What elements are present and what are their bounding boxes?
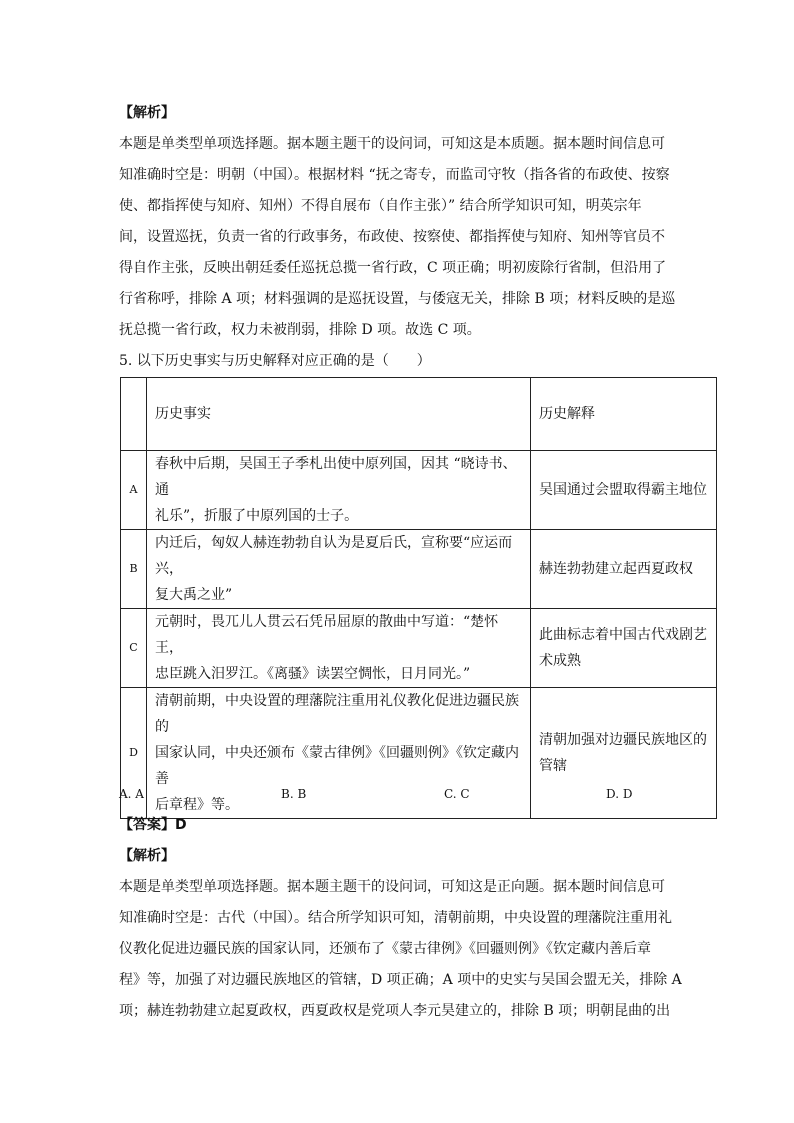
row-key: C [121, 609, 147, 688]
row-fact-line: 春秋中后期，吴国王子季札出使中原列国，因其 “晓诗书、通 [155, 456, 517, 498]
row-explain-line: 术成熟 [539, 653, 581, 669]
header-key-cell [121, 378, 147, 451]
row-fact-line: 元朝时，畏兀儿人贯云石凭吊屈原的散曲中写道：“楚怀王， [155, 614, 499, 656]
row-fact-line: 内迁后，匈奴人赫连勃勃自认为是夏后氏，宣称要“应运而兴， [155, 535, 513, 577]
table-header-row [121, 378, 717, 451]
row-fact-line: 国家认同，中央还颁布《蒙古律例》《回疆则例》《钦定藏内善 [155, 745, 519, 787]
analysis-2-line-2: 知准确时空是：古代（中国）。结合所学知识可知，清朝前期，中央设置的理藩院注重用礼 [119, 910, 672, 926]
option-a: A. A [119, 787, 144, 801]
analysis-1-line-5: 得自作主张，反映出朝廷委任巡抚总揽一省行政，C 项正确；明初废除行省制，但沿用了 [119, 260, 667, 276]
table-row [121, 609, 717, 688]
option-d: D. D [606, 787, 633, 801]
question-stem: 5. 以下历史事实与历史解释对应正确的是（ ） [119, 353, 431, 369]
row-fact-line: 清朝前期，中央设置的理藩院注重用礼仪教化促进边疆民族的 [155, 693, 519, 735]
answer-options [119, 785, 719, 803]
row-fact [147, 530, 531, 609]
row-explain-line: 清朝加强对边疆民族地区的 [539, 732, 707, 748]
option-c: C. C [444, 787, 470, 801]
table-row [121, 530, 717, 609]
row-explain-line: 吴国通过会盟取得霸主地位 [539, 482, 707, 498]
row-explain [531, 530, 717, 609]
analysis-heading-2: 【解析】 [119, 848, 175, 864]
analysis-2-line-4: 程》等，加强了对边疆民族地区的管辖，D 项正确；A 项中的史实与吴国会盟无关，排除 A [119, 972, 682, 988]
row-fact [147, 609, 531, 688]
analysis-1-line-3: 使、都指挥使与知府、知州）不得自展布（自作主张）” 结合所学知识可知，明英宗年 [119, 198, 642, 214]
analysis-2-line-3: 仪教化促进边疆民族的国家认同，还颁布了《蒙古律例》《回疆则例》《钦定藏内善后章 [119, 941, 651, 957]
analysis-2-line-1: 本题是单类型单项选择题。据本题主题干的设问词，可知这是正向题。据本题时间信息可 [119, 879, 665, 895]
row-fact-line: 复大禹之业” [155, 587, 233, 603]
row-fact-line: 后章程》等。 [155, 797, 239, 813]
analysis-2-line-5: 项；赫连勃勃建立起夏政权，西夏政权是党项人李元昊建立的，排除 B 项；明朝昆曲的出 [119, 1003, 671, 1019]
row-key: B [121, 530, 147, 609]
row-explain [531, 609, 717, 688]
row-explain-line: 管辖 [539, 758, 567, 774]
row-explain-line: 此曲标志着中国古代戏剧艺 [539, 627, 707, 643]
analysis-heading-1: 【解析】 [119, 105, 175, 121]
row-explain [531, 451, 717, 530]
analysis-1-line-6: 行省称呼，排除 A 项；材料强调的是巡抚设置，与倭寇无关，排除 B 项；材料反映的是巡 [119, 291, 676, 307]
row-fact-line: 忠臣跳入汨罗江。《离骚》读罢空惆怅，日月同光。” [155, 666, 471, 682]
row-explain-line: 赫连勃勃建立起西夏政权 [539, 561, 693, 577]
question-table [120, 377, 717, 819]
analysis-1-line-7: 抚总揽一省行政，权力未被削弱，排除 D 项。故选 C 项。 [119, 322, 481, 338]
answer-label: 【答案】D [119, 817, 187, 833]
header-fact-cell: 历史事实 [147, 378, 531, 451]
table-row [121, 451, 717, 530]
header-explain-cell: 历史解释 [531, 378, 717, 451]
analysis-1-line-2: 知准确时空是：明朝（中国）。根据材料 “抚之寄专，而监司守牧（指各省的布政使、按察 [119, 167, 670, 183]
row-key: A [121, 451, 147, 530]
row-fact-line: 礼乐”，折服了中原列国的士子。 [155, 508, 359, 524]
row-key: D [121, 688, 147, 819]
row-fact [147, 451, 531, 530]
analysis-1-line-4: 间，设置巡抚，负责一省的行政事务，布政使、按察使、都指挥使与知府、知州等官员不 [119, 229, 665, 245]
option-b: B. B [281, 787, 307, 801]
analysis-1-line-1: 本题是单类型单项选择题。据本题主题干的设问词，可知这是本质题。据本题时间信息可 [119, 136, 665, 152]
